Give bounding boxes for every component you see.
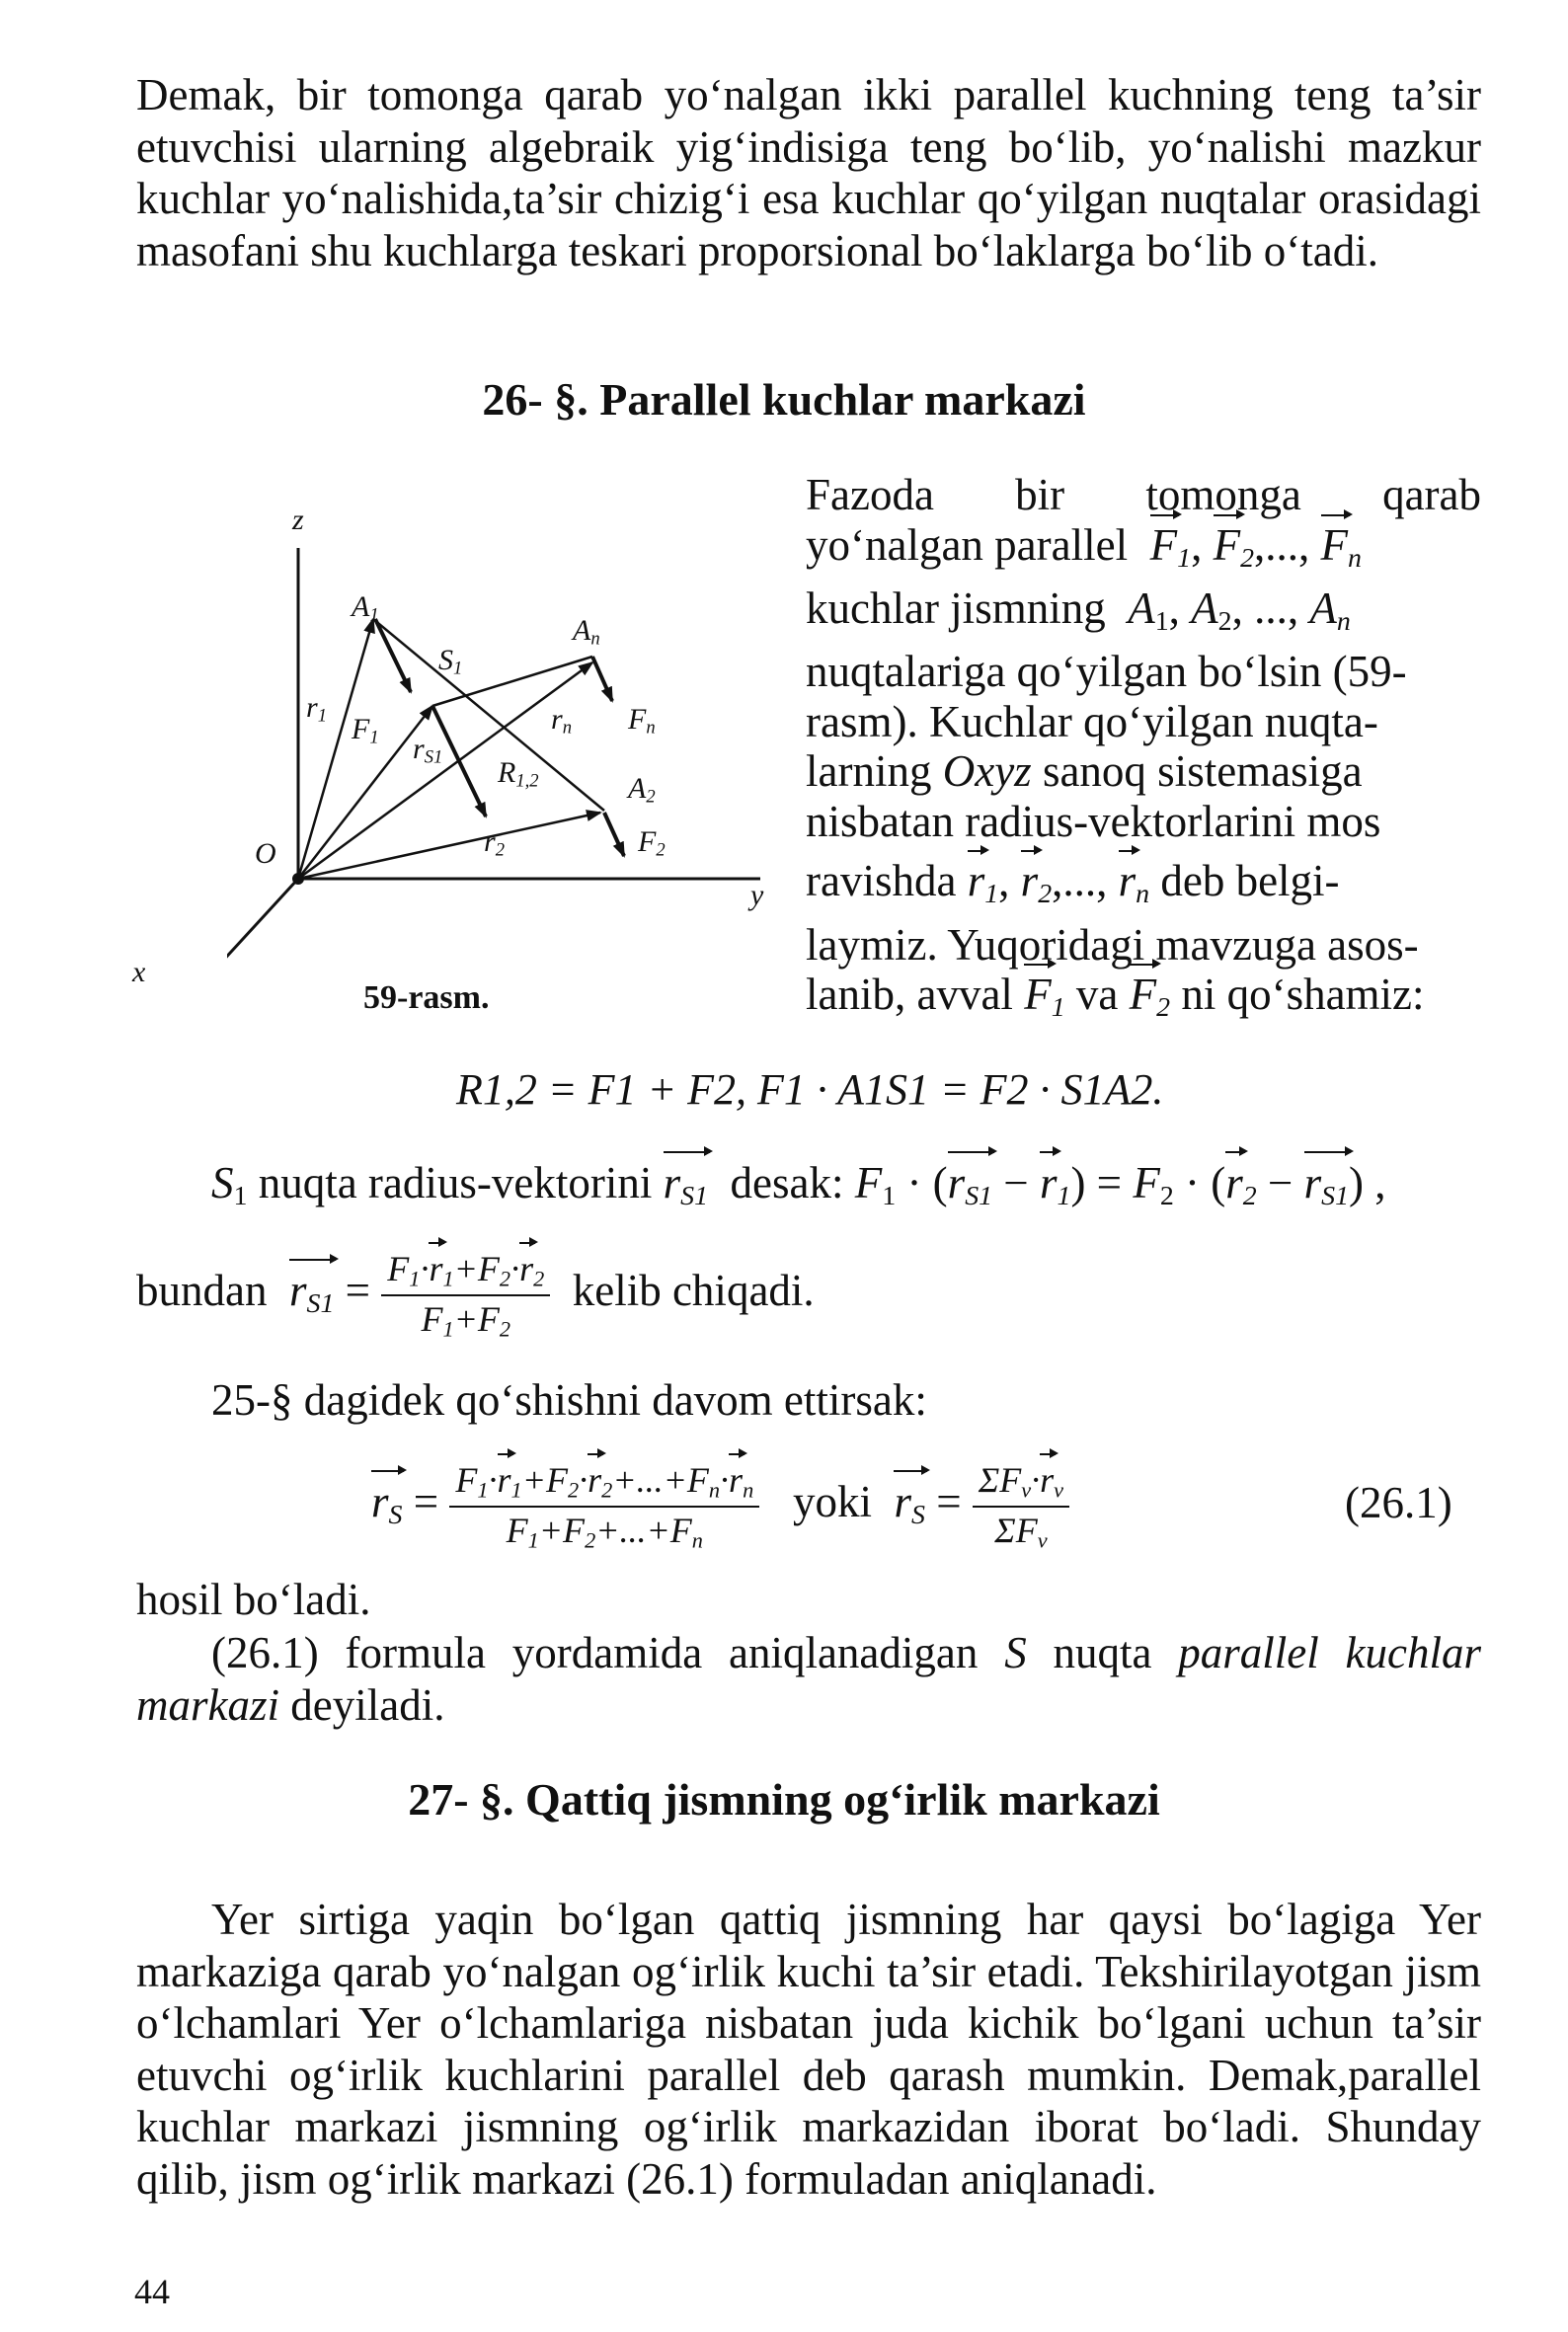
s1-radius-line: $S_1$ nuqta radius-vektorini $r_{S1}$ desak: $F_1 \cdot (r_{S1} - r_1) = F_2 \cdot (r_2 - r_{S1})$ , bbox=[211, 1158, 1386, 1211]
section-27-heading: 27- §. Qattiq jismning og‘irlik markazi bbox=[408, 1774, 1160, 1825]
label-rS1: $r_{S1}$ bbox=[413, 733, 443, 768]
label-x: x bbox=[132, 956, 146, 988]
eq-number: (26.1) bbox=[1345, 1478, 1452, 1527]
label-r1: $r_1$ bbox=[306, 691, 327, 727]
F2-force bbox=[604, 813, 624, 856]
label-O: O bbox=[255, 837, 276, 870]
definition-paragraph: (26.1) formula yordamida aniqlanadigan S nuqta parallel kuchlar markazi deyiladi. bbox=[136, 1628, 1482, 1730]
figure-caption: 59-rasm. bbox=[363, 979, 490, 1016]
hosil-line: hosil bo‘ladi. bbox=[136, 1575, 371, 1624]
label-F2: $F_2$ bbox=[638, 825, 666, 861]
bundan-formula: bundan $r_{S1}$ = $\frac{F_1\cdot r_1+F_2\cdot r_2}{F_1+F_2}$ kelib chiqadi. bbox=[136, 1249, 815, 1342]
label-A1: $A_1$ bbox=[352, 590, 379, 626]
label-S1: $S_1$ bbox=[438, 644, 463, 679]
x-axis bbox=[227, 879, 298, 963]
section-26-heading: 26- §. Parallel kuchlar markazi bbox=[482, 374, 1086, 425]
section-27-paragraph: Yer sirtiga yaqin bo‘lgan qattiq jismning har qaysi bo‘lagiga Yer markaziga qarab yo‘nalgan og‘irlik kuchi ta’sir etadi. Tekshirilayotgan jism o‘lchamlari Yer o‘lchamlariga nisbatan juda kichik bo‘lgani uchun ta’sir etuvchi og‘irlik kuchlarini parallel deb qarash mumkin. Demak,parallel kuchlar markazi jismning og‘irlik markazidan iborat bo‘ladi. Shunday qilib, jism og‘irlik markazi (26.1) formuladan aniqlanadi. bbox=[136, 1895, 1481, 2204]
label-rn: $r_n$ bbox=[551, 703, 572, 738]
label-z: z bbox=[292, 504, 304, 536]
page-number: 44 bbox=[134, 2272, 170, 2311]
intro-paragraph: Demak, bir tomonga qarab yo‘nalgan ikki parallel kuchning teng ta’sir etuvchisi ularning algebraik yig‘indisiga teng bo‘lib, yo‘nalishi mazkur kuchlar yo‘nalishida,ta’sir chizig‘i esa kuchlar qo‘yilgan nuqtalar orasidagi masofani shu kuchlarga teskari proporsional bo‘laklarga bo‘lib o‘tadi. bbox=[136, 70, 1481, 275]
label-Fn: $F_n$ bbox=[628, 703, 656, 738]
label-An: $A_n$ bbox=[573, 614, 600, 650]
label-y: y bbox=[750, 879, 764, 911]
formula-26-1: $r_S$ = $\frac{F_1\cdot r_1+F_2\cdot r_2+...+F_n\cdot r_n}{F_1+F_2+...+F_n}$ yoki $r_S$ = $\frac{\Sigma F_\nu\cdot r_\nu}{\Sigma F_\nu}$ bbox=[371, 1459, 1069, 1553]
section-26-side-text: Fazoda bir tomonga qarab yo‘nalgan parallel $F_1$, $F_2$,..., $F_n$ kuchlar jismning $A_1$, $A_2$, ..., $A_n$ nuqtalariga qo‘yilgan bo‘lsin (59- rasm). Kuchlar qo‘yilgan nuqta- larning Oxyz sanoq sistemasiga nisbatan radius-vektorlarini mos ravishda $r_1$, $r_2$,..., $r_n$ deb belgi- laymiz. Yuqoridagi mavzuga asos- lanib, avval $F_1$ va $F_2$ ni qo‘shamiz: bbox=[806, 470, 1481, 1024]
label-F1: $F_1$ bbox=[352, 713, 379, 748]
F1-force bbox=[375, 619, 411, 692]
continue-line: 25-§ dagidek qo‘shishni davom ettirsak: bbox=[211, 1375, 927, 1425]
Fn-force bbox=[592, 657, 612, 701]
equation-R12: R1,2 = F1 + F2, F1 · A1S1 = F2 · S1A2. bbox=[456, 1065, 1164, 1114]
label-r2: $r_2$ bbox=[484, 825, 505, 861]
label-A2: $A_2$ bbox=[628, 772, 656, 808]
label-R12: $R_{1,2}$ bbox=[498, 756, 539, 792]
figure-59 bbox=[227, 499, 780, 1012]
